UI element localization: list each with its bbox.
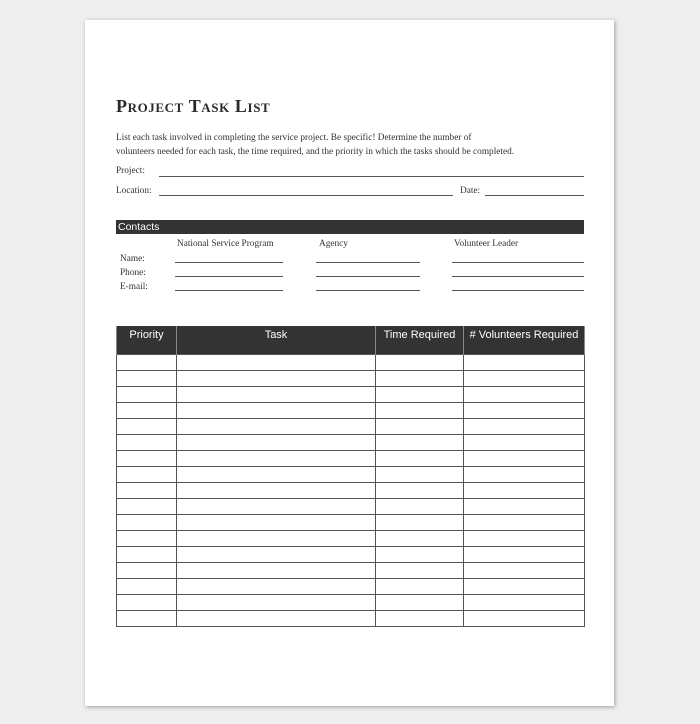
cell-task[interactable] [177, 450, 376, 466]
cell-priority[interactable] [117, 450, 177, 466]
cell-task[interactable] [177, 546, 376, 562]
table-row [117, 498, 585, 514]
task-table [116, 326, 585, 627]
table-row [117, 386, 585, 402]
cell-volunteers[interactable] [464, 578, 585, 594]
project-field[interactable] [159, 176, 584, 177]
table-row [117, 434, 585, 450]
table-row [117, 578, 585, 594]
cell-task[interactable] [177, 386, 376, 402]
volunteer-leader-phone-field[interactable] [452, 276, 584, 277]
table-row [117, 514, 585, 530]
cell-priority[interactable] [117, 466, 177, 482]
contact-col-national-service: National Service Program [177, 239, 274, 249]
cell-time-required[interactable] [376, 498, 464, 514]
cell-volunteers[interactable] [464, 514, 585, 530]
cell-priority[interactable] [117, 530, 177, 546]
cell-priority[interactable] [117, 354, 177, 370]
cell-volunteers[interactable] [464, 594, 585, 610]
cell-priority[interactable] [117, 482, 177, 498]
project-label: Project: [116, 166, 145, 176]
table-row [117, 546, 585, 562]
cell-task[interactable] [177, 466, 376, 482]
cell-priority[interactable] [117, 562, 177, 578]
task-table-header-row [117, 326, 585, 354]
cell-volunteers[interactable] [464, 562, 585, 578]
cell-time-required[interactable] [376, 450, 464, 466]
cell-volunteers[interactable] [464, 354, 585, 370]
volunteer-leader-email-field[interactable] [452, 290, 584, 291]
cell-time-required[interactable] [376, 466, 464, 482]
instructions-line-2: volunteers needed for each task, the time required, and the priority in which the tasks should be completed. [116, 147, 515, 157]
cell-volunteers[interactable] [464, 466, 585, 482]
document-page [85, 20, 614, 706]
cell-volunteers[interactable] [464, 402, 585, 418]
instructions-text [116, 131, 586, 159]
cell-priority[interactable] [117, 418, 177, 434]
cell-time-required[interactable] [376, 354, 464, 370]
table-row [117, 402, 585, 418]
contacts-heading: Contacts [116, 220, 584, 234]
table-row [117, 482, 585, 498]
cell-task[interactable] [177, 514, 376, 530]
contact-row-email: E-mail: [120, 282, 148, 292]
cell-volunteers[interactable] [464, 530, 585, 546]
cell-priority[interactable] [117, 578, 177, 594]
cell-priority[interactable] [117, 370, 177, 386]
cell-time-required[interactable] [376, 482, 464, 498]
cell-volunteers[interactable] [464, 546, 585, 562]
page-title: Project Task List [116, 96, 271, 116]
header-time-required: Time Required [376, 326, 464, 354]
table-row [117, 418, 585, 434]
national-service-phone-field[interactable] [175, 276, 283, 277]
cell-time-required[interactable] [376, 530, 464, 546]
agency-email-field[interactable] [316, 290, 420, 291]
table-row [117, 370, 585, 386]
cell-task[interactable] [177, 498, 376, 514]
agency-phone-field[interactable] [316, 276, 420, 277]
cell-time-required[interactable] [376, 594, 464, 610]
national-service-name-field[interactable] [175, 262, 283, 263]
cell-time-required[interactable] [376, 578, 464, 594]
header-task: Task [177, 326, 376, 354]
cell-task[interactable] [177, 402, 376, 418]
table-row [117, 354, 585, 370]
table-row [117, 530, 585, 546]
contact-row-phone: Phone: [120, 268, 146, 278]
cell-task[interactable] [177, 578, 376, 594]
cell-time-required[interactable] [376, 418, 464, 434]
cell-volunteers[interactable] [464, 434, 585, 450]
cell-task[interactable] [177, 418, 376, 434]
cell-time-required[interactable] [376, 434, 464, 450]
cell-time-required[interactable] [376, 402, 464, 418]
cell-priority[interactable] [117, 386, 177, 402]
contact-row-name: Name: [120, 254, 145, 264]
cell-priority[interactable] [117, 434, 177, 450]
cell-volunteers[interactable] [464, 418, 585, 434]
cell-time-required[interactable] [376, 562, 464, 578]
cell-task[interactable] [177, 562, 376, 578]
date-field[interactable] [485, 195, 584, 196]
cell-time-required[interactable] [376, 370, 464, 386]
cell-time-required[interactable] [376, 546, 464, 562]
cell-priority[interactable] [117, 402, 177, 418]
cell-priority[interactable] [117, 498, 177, 514]
cell-volunteers[interactable] [464, 370, 585, 386]
agency-name-field[interactable] [316, 262, 420, 263]
location-label: Location: [116, 186, 152, 196]
national-service-email-field[interactable] [175, 290, 283, 291]
header-volunteers-required: # Volunteers Required [464, 326, 585, 354]
cell-task[interactable] [177, 370, 376, 386]
cell-priority[interactable] [117, 594, 177, 610]
cell-volunteers[interactable] [464, 386, 585, 402]
cell-volunteers[interactable] [464, 482, 585, 498]
cell-task[interactable] [177, 530, 376, 546]
task-table-body [117, 354, 585, 626]
contact-col-agency: Agency [319, 239, 348, 249]
cell-time-required[interactable] [376, 386, 464, 402]
cell-volunteers[interactable] [464, 610, 585, 626]
table-row [117, 466, 585, 482]
cell-task[interactable] [177, 610, 376, 626]
contact-col-volunteer-leader: Volunteer Leader [454, 239, 519, 249]
cell-priority[interactable] [117, 610, 177, 626]
instructions-line-1: List each task involved in completing the service project. Be specific! Determine the number of [116, 133, 472, 143]
location-field[interactable] [159, 195, 453, 196]
table-row [117, 450, 585, 466]
cell-task[interactable] [177, 354, 376, 370]
table-row [117, 610, 585, 626]
cell-priority[interactable] [117, 546, 177, 562]
header-priority: Priority [117, 326, 177, 354]
cell-volunteers[interactable] [464, 498, 585, 514]
cell-priority[interactable] [117, 514, 177, 530]
cell-task[interactable] [177, 482, 376, 498]
date-label: Date: [460, 186, 481, 196]
cell-task[interactable] [177, 434, 376, 450]
volunteer-leader-name-field[interactable] [452, 262, 584, 263]
cell-volunteers[interactable] [464, 450, 585, 466]
cell-task[interactable] [177, 594, 376, 610]
cell-time-required[interactable] [376, 610, 464, 626]
table-row [117, 594, 585, 610]
table-row [117, 562, 585, 578]
cell-time-required[interactable] [376, 514, 464, 530]
